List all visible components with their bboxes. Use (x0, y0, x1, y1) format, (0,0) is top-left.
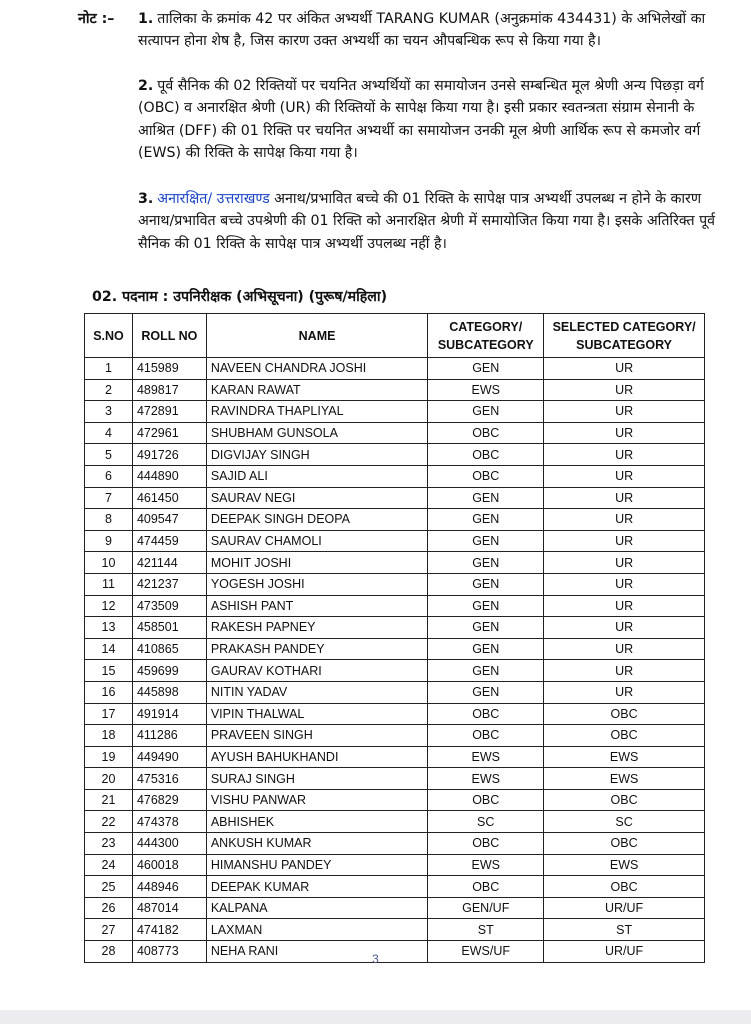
table-row (85, 638, 705, 660)
cell-sno: 23 (85, 833, 133, 855)
cell-name: ANKUSH KUMAR (206, 833, 427, 855)
table-row (85, 487, 705, 509)
cell-sno: 20 (85, 768, 133, 790)
cell-selected-category: UR (544, 358, 705, 380)
cell-sno: 3 (85, 401, 133, 423)
cell-sno: 4 (85, 422, 133, 444)
cell-selected-category: UR (544, 465, 705, 487)
cell-category: GEN (428, 509, 544, 531)
cell-category: EWS (428, 379, 544, 401)
cell-category: EWS (428, 746, 544, 768)
cell-selected-category: UR (544, 573, 705, 595)
cell-selected-category: UR (544, 401, 705, 423)
cell-roll-no: 411286 (132, 725, 206, 747)
cell-name: DIGVIJAY SINGH (206, 444, 427, 466)
cell-name: MOHIT JOSHI (206, 552, 427, 574)
cell-roll-no: 491914 (132, 703, 206, 725)
table-row (85, 811, 705, 833)
cell-roll-no: 444300 (132, 833, 206, 855)
header-roll-no: ROLL NO (132, 314, 206, 358)
cell-sno: 14 (85, 638, 133, 660)
cell-sno: 17 (85, 703, 133, 725)
cell-name: NITIN YADAV (206, 681, 427, 703)
table-row (85, 444, 705, 466)
cell-selected-category: OBC (544, 703, 705, 725)
cell-name: AYUSH BAHUKHANDI (206, 746, 427, 768)
cell-selected-category: UR (544, 681, 705, 703)
cell-roll-no: 474378 (132, 811, 206, 833)
note-item-3-link[interactable]: अनारक्षित/ उत्तराखण्ड (157, 191, 270, 207)
header-name: NAME (206, 314, 427, 358)
cell-category: GEN (428, 660, 544, 682)
note-item-1 (138, 8, 718, 53)
cell-name: ABHISHEK (206, 811, 427, 833)
table-row (85, 401, 705, 423)
cell-category: OBC (428, 876, 544, 898)
cell-selected-category: EWS (544, 746, 705, 768)
note-item-2 (138, 75, 718, 164)
note-item-2-body: पूर्व सैनिक की 02 रिक्तियों पर चयनित अभ्यर्थियों का समायोजन उनसे सम्बन्धित मूल श्रेणी अन्य पिछड़ा वर्ग (OBC) व अनारक्षित श्रेणी (UR) की रिक्तियों के सापेक्ष किया गया है। इसी प्रकार स्वतन्त्रता संग्राम सेनानी के आश्रित (DFF) की 01 रिक्ति पर चयनित अभ्यर्थी का समायोजन उनकी मूल श्रेणी आर्थिक रूप से कमजोर वर्ग (EWS) की रिक्ति के सापेक्ष किया गया है। (138, 78, 704, 161)
table-row (85, 919, 705, 941)
cell-category: EWS/UF (428, 941, 544, 963)
header-sno: S.NO (85, 314, 133, 358)
cell-selected-category: UR (544, 660, 705, 682)
cell-selected-category: UR/UF (544, 897, 705, 919)
cell-name: PRAVEEN SINGH (206, 725, 427, 747)
cell-name: DEEPAK KUMAR (206, 876, 427, 898)
cell-category: OBC (428, 789, 544, 811)
cell-name: RAVINDRA THAPLIYAL (206, 401, 427, 423)
table-row (85, 509, 705, 531)
cell-roll-no: 460018 (132, 854, 206, 876)
cell-selected-category: EWS (544, 768, 705, 790)
cell-category: GEN (428, 573, 544, 595)
cell-roll-no: 421237 (132, 573, 206, 595)
table-row (85, 379, 705, 401)
cell-sno: 27 (85, 919, 133, 941)
cell-sno: 24 (85, 854, 133, 876)
cell-selected-category: UR (544, 638, 705, 660)
bottom-band (0, 1010, 751, 1024)
note-item-2-number: 2. (138, 78, 154, 94)
cell-selected-category: UR (544, 444, 705, 466)
header-selected-category: SELECTED CATEGORY/ SUBCATEGORY (544, 314, 705, 358)
cell-category: GEN (428, 487, 544, 509)
cell-name: NAVEEN CHANDRA JOSHI (206, 358, 427, 380)
cell-name: PRAKASH PANDEY (206, 638, 427, 660)
cell-selected-category: UR (544, 530, 705, 552)
cell-selected-category: UR (544, 379, 705, 401)
cell-category: ST (428, 919, 544, 941)
cell-sno: 28 (85, 941, 133, 963)
table-row (85, 768, 705, 790)
cell-selected-category: UR (544, 487, 705, 509)
cell-sno: 16 (85, 681, 133, 703)
selection-table (84, 313, 705, 963)
table-row (85, 833, 705, 855)
cell-category: GEN (428, 552, 544, 574)
cell-sno: 26 (85, 897, 133, 919)
cell-roll-no: 472891 (132, 401, 206, 423)
note-item-3-body: अनाथ/प्रभावित बच्चे की 01 रिक्ति के सापेक्ष पात्र अभ्यर्थी उपलब्ध न होने के कारण अनाथ/प्रभावित बच्चे उपश्रेणी की 01 रिक्ति को अनारक्षित श्रेणी में समायोजित किया गया है। इसके अतिरिक्त पूर्व सैनिक की 01 रिक्ति के सापेक्ष पात्र अभ्यर्थी उपलब्ध नहीं है। (138, 191, 716, 252)
table-row (85, 789, 705, 811)
cell-sno: 11 (85, 573, 133, 595)
table-body (85, 358, 705, 963)
cell-roll-no: 475316 (132, 768, 206, 790)
cell-name: KALPANA (206, 897, 427, 919)
cell-roll-no: 474459 (132, 530, 206, 552)
cell-category: GEN/UF (428, 897, 544, 919)
cell-roll-no: 448946 (132, 876, 206, 898)
cell-category: GEN (428, 617, 544, 639)
cell-sno: 8 (85, 509, 133, 531)
cell-sno: 7 (85, 487, 133, 509)
cell-roll-no: 444890 (132, 465, 206, 487)
table-row (85, 422, 705, 444)
cell-selected-category: OBC (544, 876, 705, 898)
header-category: CATEGORY/ SUBCATEGORY (428, 314, 544, 358)
cell-name: VISHU PANWAR (206, 789, 427, 811)
cell-name: HIMANSHU PANDEY (206, 854, 427, 876)
cell-roll-no: 476829 (132, 789, 206, 811)
table-row (85, 358, 705, 380)
cell-selected-category: ST (544, 919, 705, 941)
cell-name: SAURAV CHAMOLI (206, 530, 427, 552)
cell-name: VIPIN THALWAL (206, 703, 427, 725)
cell-category: GEN (428, 530, 544, 552)
cell-selected-category: UR (544, 617, 705, 639)
cell-sno: 25 (85, 876, 133, 898)
cell-category: OBC (428, 725, 544, 747)
cell-sno: 5 (85, 444, 133, 466)
cell-sno: 6 (85, 465, 133, 487)
table-row (85, 660, 705, 682)
cell-roll-no: 474182 (132, 919, 206, 941)
cell-sno: 19 (85, 746, 133, 768)
note-item-1-number: 1. (138, 11, 154, 27)
cell-category: GEN (428, 681, 544, 703)
cell-name: SAJID ALI (206, 465, 427, 487)
cell-selected-category: UR (544, 552, 705, 574)
cell-roll-no: 449490 (132, 746, 206, 768)
cell-category: OBC (428, 444, 544, 466)
cell-sno: 21 (85, 789, 133, 811)
cell-category: EWS (428, 768, 544, 790)
cell-selected-category: OBC (544, 833, 705, 855)
cell-name: GAURAV KOTHARI (206, 660, 427, 682)
cell-category: GEN (428, 595, 544, 617)
cell-roll-no: 461450 (132, 487, 206, 509)
cell-name: ASHISH PANT (206, 595, 427, 617)
table-row (85, 725, 705, 747)
cell-roll-no: 458501 (132, 617, 206, 639)
cell-roll-no: 489817 (132, 379, 206, 401)
table-row (85, 595, 705, 617)
cell-name: RAKESH PAPNEY (206, 617, 427, 639)
table-row (85, 746, 705, 768)
note-item-1-body: तालिका के क्रमांक 42 पर अंकित अभ्यर्थी TARANG KUMAR (अनुक्रमांक 434431) के अभिलेखों का सत्यापन होना शेष है, जिस कारण उक्त अभ्यर्थी का चयन औपबन्धिक रूप से किया गया है। (138, 11, 706, 50)
note-item-1-text (138, 8, 718, 53)
cell-sno: 12 (85, 595, 133, 617)
cell-selected-category: UR/UF (544, 941, 705, 963)
cell-selected-category: OBC (544, 789, 705, 811)
table-row (85, 681, 705, 703)
cell-category: GEN (428, 638, 544, 660)
table-row (85, 897, 705, 919)
cell-category: OBC (428, 465, 544, 487)
cell-name: SHUBHAM GUNSOLA (206, 422, 427, 444)
cell-sno: 10 (85, 552, 133, 574)
table-row (85, 573, 705, 595)
cell-sno: 2 (85, 379, 133, 401)
cell-roll-no: 409547 (132, 509, 206, 531)
page-number: 3 (372, 952, 379, 966)
cell-category: OBC (428, 833, 544, 855)
cell-category: OBC (428, 422, 544, 444)
cell-name: LAXMAN (206, 919, 427, 941)
cell-category: GEN (428, 401, 544, 423)
cell-sno: 13 (85, 617, 133, 639)
note-item-3-number: 3. (138, 191, 154, 207)
cell-name: KARAN RAWAT (206, 379, 427, 401)
note-label: नोट :– (78, 11, 115, 27)
cell-sno: 18 (85, 725, 133, 747)
table-row (85, 854, 705, 876)
cell-name: SURAJ SINGH (206, 768, 427, 790)
cell-sno: 9 (85, 530, 133, 552)
cell-selected-category: UR (544, 595, 705, 617)
cell-roll-no: 459699 (132, 660, 206, 682)
table-row (85, 552, 705, 574)
table-row (85, 876, 705, 898)
cell-roll-no: 472961 (132, 422, 206, 444)
table-row (85, 530, 705, 552)
cell-roll-no: 445898 (132, 681, 206, 703)
cell-roll-no: 473509 (132, 595, 206, 617)
cell-sno: 1 (85, 358, 133, 380)
note-item-3-text (138, 188, 718, 255)
cell-name: YOGESH JOSHI (206, 573, 427, 595)
table-row (85, 703, 705, 725)
cell-selected-category: UR (544, 422, 705, 444)
table-header-row (85, 314, 705, 358)
cell-selected-category: OBC (544, 725, 705, 747)
section-title: 02. पदनाम : उपनिरीक्षक (अभिसूचना) (पुरूष/महिला) (92, 289, 388, 305)
cell-category: OBC (428, 703, 544, 725)
cell-sno: 22 (85, 811, 133, 833)
note-item-3 (138, 188, 718, 255)
cell-roll-no: 491726 (132, 444, 206, 466)
cell-name: DEEPAK SINGH DEOPA (206, 509, 427, 531)
table-row (85, 465, 705, 487)
cell-name: NEHA RANI (206, 941, 427, 963)
cell-selected-category: UR (544, 509, 705, 531)
cell-roll-no: 408773 (132, 941, 206, 963)
cell-roll-no: 487014 (132, 897, 206, 919)
cell-name: SAURAV NEGI (206, 487, 427, 509)
cell-roll-no: 410865 (132, 638, 206, 660)
cell-category: SC (428, 811, 544, 833)
note-item-2-text (138, 75, 718, 164)
cell-category: GEN (428, 358, 544, 380)
cell-sno: 15 (85, 660, 133, 682)
cell-category: EWS (428, 854, 544, 876)
cell-roll-no: 415989 (132, 358, 206, 380)
cell-selected-category: SC (544, 811, 705, 833)
cell-selected-category: EWS (544, 854, 705, 876)
table-row (85, 617, 705, 639)
cell-roll-no: 421144 (132, 552, 206, 574)
